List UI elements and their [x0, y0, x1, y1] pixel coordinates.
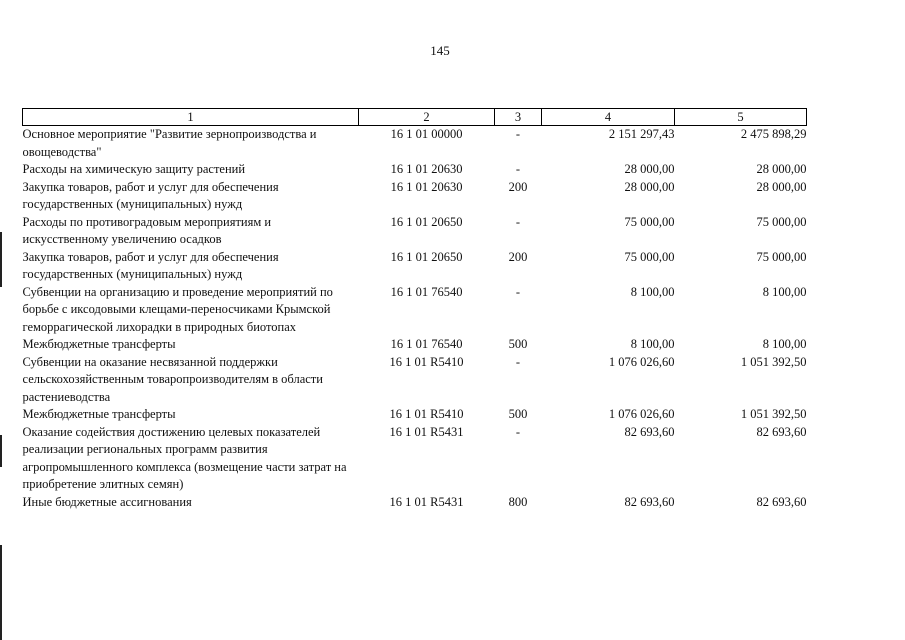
expense-name-cell: Оказание содействия достижению целевых показателей реализации региональных программ развития агропромышленного комплекса (возмещение части затрат на приобретение элитных семян) — [22, 424, 347, 491]
expense-name-cell: Иные бюджетные ассигнования — [22, 494, 192, 509]
table-row — [23, 494, 807, 512]
expense-type-code-cell: - — [515, 127, 521, 141]
amount-column-5-cell: 28 000,00 — [756, 179, 807, 194]
expense-type-code-cell: - — [515, 424, 521, 439]
amount-column-5-cell: 8 100,00 — [762, 337, 807, 351]
target-article-code-cell: 16 1 01 20630 — [390, 162, 463, 176]
target-article-code-cell: 16 1 01 00000 — [390, 127, 463, 141]
amount-column-4-cell: 82 693,60 — [624, 424, 675, 439]
target-article-code-cell: 16 1 01 R5431 — [389, 424, 464, 439]
table-row — [23, 249, 807, 284]
expense-name-cell: Субвенции на организацию и проведение мероприятий по борьбе с иксодовыми клещами-переносчиками Крымской геморрагической лихорадки в природных биотопах — [22, 284, 333, 334]
amount-column-4-cell: 75 000,00 — [624, 249, 675, 264]
table-row — [23, 424, 807, 494]
expense-type-code-cell: 200 — [508, 249, 528, 264]
target-article-code-cell: 16 1 01 20650 — [390, 214, 463, 229]
amount-column-5-cell: 82 693,60 — [756, 494, 807, 509]
expense-type-code-cell: 800 — [508, 494, 528, 509]
amount-column-5-cell: 2 475 898,29 — [740, 127, 807, 141]
table-row — [23, 214, 807, 249]
expense-type-code-cell: - — [515, 214, 521, 229]
amount-column-5-cell: 1 051 392,50 — [740, 354, 807, 369]
column-header-1: 1 — [23, 109, 359, 126]
target-article-code-cell: 16 1 01 20650 — [390, 249, 463, 264]
scan-edge-mark — [0, 435, 2, 467]
target-article-code-cell: 16 1 01 20630 — [390, 179, 463, 194]
amount-column-5-cell: 8 100,00 — [762, 284, 807, 299]
amount-column-4-cell: 8 100,00 — [630, 337, 675, 351]
amount-column-5-cell: 75 000,00 — [756, 249, 807, 264]
expense-name-cell: Закупка товаров, работ и услуг для обеспечения государственных (муниципальных) нужд — [22, 249, 279, 281]
amount-column-5-cell: 1 051 392,50 — [740, 407, 807, 421]
table-row — [23, 161, 807, 179]
column-header-4: 4 — [542, 109, 675, 126]
target-article-code-cell: 16 1 01 R5410 — [389, 407, 464, 421]
table-row — [23, 179, 807, 214]
expense-name-cell: Межбюджетные трансферты — [22, 337, 176, 351]
column-header-3: 3 — [495, 109, 542, 126]
target-article-code-cell: 16 1 01 76540 — [390, 337, 463, 351]
expense-name-cell: Межбюджетные трансферты — [22, 407, 176, 421]
expense-name-cell: Основное мероприятие "Развитие зернопроизводства и овощеводства" — [22, 127, 317, 159]
scan-edge-mark — [0, 232, 2, 287]
table-row — [23, 354, 807, 407]
column-header-5: 5 — [675, 109, 807, 126]
expense-type-code-cell: 500 — [508, 407, 528, 421]
target-article-code-cell: 16 1 01 R5431 — [389, 494, 464, 509]
amount-column-4-cell: 2 151 297,43 — [608, 127, 675, 141]
expense-name-cell: Субвенции на оказание несвязанной поддержки сельскохозяйственным товаропроизводителям в области растениеводства — [22, 354, 323, 404]
table-row — [23, 336, 807, 354]
amount-column-4-cell: 28 000,00 — [624, 162, 675, 176]
amount-column-5-cell: 28 000,00 — [756, 162, 807, 176]
amount-column-4-cell: 1 076 026,60 — [608, 354, 675, 369]
table-row — [23, 284, 807, 337]
amount-column-4-cell: 1 076 026,60 — [608, 407, 675, 421]
column-header-2: 2 — [359, 109, 495, 126]
expense-name-cell: Расходы по противоградовым мероприятиям и искусственному увеличению осадков — [22, 214, 272, 246]
amount-column-5-cell: 75 000,00 — [756, 214, 807, 229]
budget-table — [22, 108, 807, 511]
table-row — [23, 126, 807, 162]
amount-column-4-cell: 8 100,00 — [630, 284, 675, 299]
expense-type-code-cell: 500 — [508, 337, 528, 351]
expense-type-code-cell: - — [515, 284, 521, 299]
target-article-code-cell: 16 1 01 R5410 — [389, 354, 464, 369]
expense-name-cell: Расходы на химическую защиту растений — [22, 162, 246, 176]
expense-type-code-cell: - — [515, 354, 521, 369]
amount-column-4-cell: 75 000,00 — [624, 214, 675, 229]
amount-column-4-cell: 28 000,00 — [624, 179, 675, 194]
target-article-code-cell: 16 1 01 76540 — [390, 284, 463, 299]
amount-column-4-cell: 82 693,60 — [624, 494, 675, 509]
expense-type-code-cell: 200 — [508, 179, 528, 194]
expense-name-cell: Закупка товаров, работ и услуг для обеспечения государственных (муниципальных) нужд — [22, 179, 279, 211]
table-header-row — [23, 109, 807, 126]
amount-column-5-cell: 82 693,60 — [756, 424, 807, 439]
page-number: 145 — [430, 43, 450, 58]
table-row — [23, 406, 807, 424]
scan-edge-mark — [0, 545, 2, 640]
expense-type-code-cell: - — [515, 162, 521, 176]
